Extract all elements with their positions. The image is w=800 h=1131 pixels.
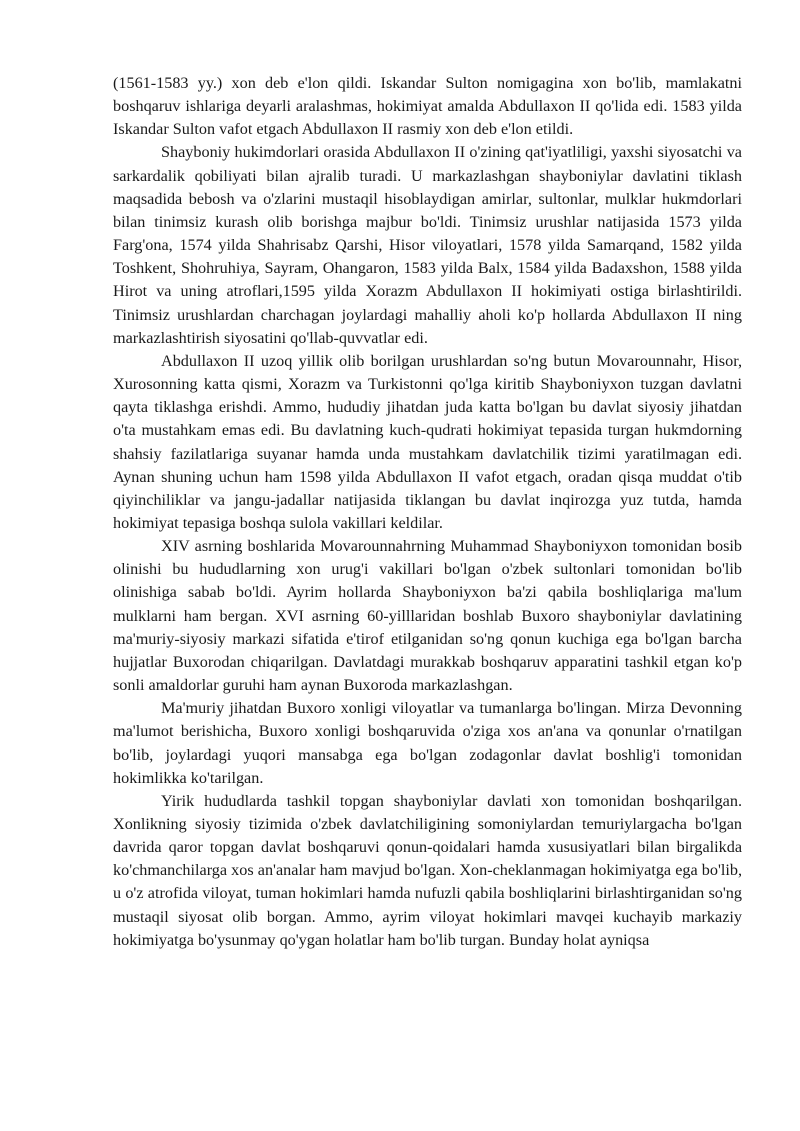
document-page (113, 72, 742, 952)
paragraph-administrative-division: Ma'muriy jihatdan Buxoro xonligi viloyatlar va tumanlarga bo'lingan. Mirza Devonning ma'lumot berishicha, Buxoro xonligi boshqaruvida o'ziga xos an'ana va qonunlar o'rnatilgan bo'lib, joylardagi yuqori mansabga ega bo'lgan zodagonlar davlat boshlig'i tomonidan hokimlikka ko'tarilgan. (113, 699, 742, 787)
paragraph-political-system: Yirik hududlarda tashkil topgan shayboniylar davlati xon tomonidan boshqarilgan. Xonlikning siyosiy tizimida o'zbek davlatchiligining somoniylardan temuriylargacha bo'lgan davrida qaror topgan davlat boshqaruvi qonun-qoidalari hamda xususiyatlari bilan birgalikda ko'chmanchilarga xos an'analar ham mavjud bo'lgan. Xon-cheklanmagan hokimiyatga ega bo'lib, u o'z atrofida viloyat, tuman hokimlari hamda nufuzli qabila boshliqlarini birlashtirganidan so'ng mustaqil siyosat olib borgan. Ammo, ayrim viloyat hokimlari mavqei kuchayib markaziy hokimiyatga bo'ysunmay qo'ygan holatlar ham bo'lib turgan. Bunday holat ayniqsa (113, 791, 742, 949)
paragraph-state-restoration: Abdullaxon II uzoq yillik olib borilgan urushlardan so'ng butun Movarounnahr, Hisor, Xurosonning katta qismi, Xorazm va Turkistonni qo'lga kiritib Shayboniyxon tuzgan davlatni qayta tiklashga erishdi. Ammo, hududiy jihatdan juda katta bo'lgan bu davlat siyosiy jihatdan o'ta mustahkam emas edi. Bu davlatning kuch-qudrati hokimiyat tepasida turgan hukmdorning shahsiy fazilatlariga suyanar hamda unda mustahkam davlatchilik tizimi yaratilmagan edi. Aynan shuning uchun ham 1598 yilda Abdullaxon II vafot etgach, oradan qisqa muddat o'tib qiyinchiliklar va jangu-jadallar natijasida tiklangan bu davlat inqirozga yuz tutda, hamda hokimiyat tepasiga boshqa sulola vakillari keldilar. (113, 351, 742, 532)
paragraph-bukhara-center: XIV asrning boshlarida Movarounnahrning Muhammad Shayboniyxon tomonidan bosib olinishi bu hududlarning xon urug'i vakillari bo'lgan o'zbek sultonlari tomonidan bo'lib olinishiga sabab bo'ldi. Ayrim hollarda Shayboniyxon ba'zi qabila boshliqlariga ma'lum mulklarni ham bergan. XVI asrning 60-yilllaridan boshlab Buxoro shayboniylar davlatining ma'muriy-siyosiy markazi sifatida e'tirof etilganidan so'ng qonun kuchiga ega bo'lgan barcha hujjatlar Buxorodan chiqarilgan. Davlatdagi murakkab boshqaruv apparatini tashkil etgan ko'p sonli amaldorlar guruhi ham aynan Buxoroda markazlashgan. (113, 537, 742, 695)
paragraph-abdullaxon-qualities: Shayboniy hukimdorlari orasida Abdullaxon II o'zining qat'iyatliligi, yaxshi siyosatchi va sarkardalik qobiliyati bilan ajralib turadi. U markazlashgan shayboniylar davlatini tiklash maqsadida bebosh va o'zlarini mustaqil hisoblaydigan amirlar, sultonlar, mulklar hukmdorlari bilan tinimsiz kurash olib borishga majbur bo'ldi. Tinimsiz urushlar natijasida 1573 yilda Farg'ona, 1574 yilda Shahrisabz Qarshi, Hisor viloyatlari, 1578 yilda Samarqand, 1582 yilda Toshkent, Shohruhiya, Sayram, Ohangaron, 1583 yilda Balx, 1584 yilda Badaxshon, 1588 yilda Hirot va uning atroflari,1595 yilda Xorazm Abdullaxon II hokimiyati ostiga birlashtirildi. Tinimsiz urushlardan charchagan joylardagi mahalliy aholi ko'p hollarda Abdullaxon II ning markazlashtirish siyosatini qo'llab-quvvatlar edi. (113, 143, 742, 347)
paragraph-continuation: (1561-1583 yy.) xon deb e'lon qildi. Iskandar Sulton nomigagina xon bo'lib, mamlakatni boshqaruv ishlariga deyarli aralashmas, hokimiyat amalda Abdullaxon II qo'lida edi. 1583 yilda Iskandar Sulton vafot etgach Abdullaxon II rasmiy xon deb e'lon etildi. (113, 74, 742, 139)
